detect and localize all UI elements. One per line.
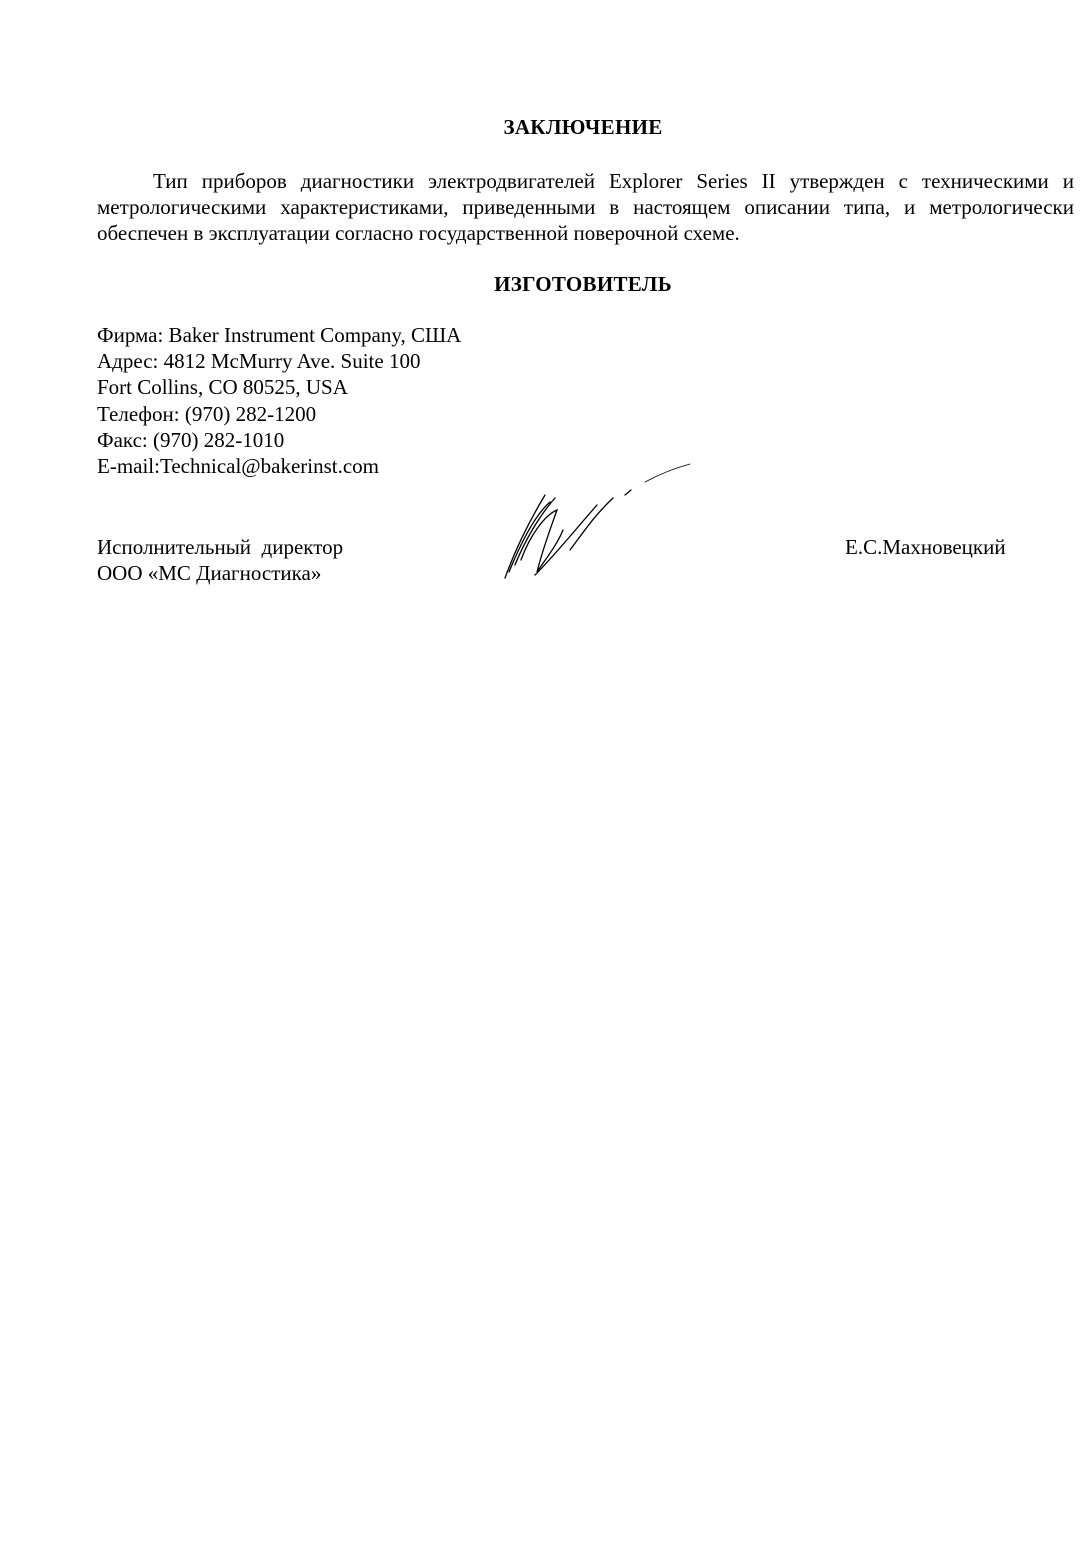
city-line: Fort Collins, CO 80525, USA bbox=[97, 375, 348, 400]
signatory-position bbox=[97, 534, 343, 586]
manufacturer-contacts bbox=[97, 322, 461, 479]
fax-line: Факс: (970) 282-1010 bbox=[97, 427, 285, 452]
signature-icon bbox=[495, 460, 695, 590]
manufacturer-heading: ИЗГОТОВИТЕЛЬ bbox=[494, 272, 672, 296]
conclusion-heading: ЗАКЛЮЧЕНИЕ bbox=[503, 115, 663, 139]
signatory-name: Е.С.Махновецкий bbox=[845, 535, 1006, 559]
organization-name: ООО «МС Диагностика» bbox=[97, 561, 322, 585]
conclusion-paragraph: Тип приборов диагностики электродвигателей Explorer Series II утвержден с техническими и метрологическими характеристиками, приведенными в настоящем описании типа, и метрологически обеспечен в эксплуатации согласно государственной поверочной схеме. bbox=[97, 169, 1074, 245]
email-line: E-mail:Technical@bakerinst.com bbox=[97, 454, 380, 479]
phone-line: Телефон: (970) 282-1200 bbox=[97, 401, 317, 426]
position-title: Исполнительный директор bbox=[97, 535, 344, 559]
company-line: Фирма: Baker Instrument Company, США bbox=[97, 323, 462, 347]
address-line: Адрес: 4812 McMurry Ave. Suite 100 bbox=[97, 349, 421, 374]
